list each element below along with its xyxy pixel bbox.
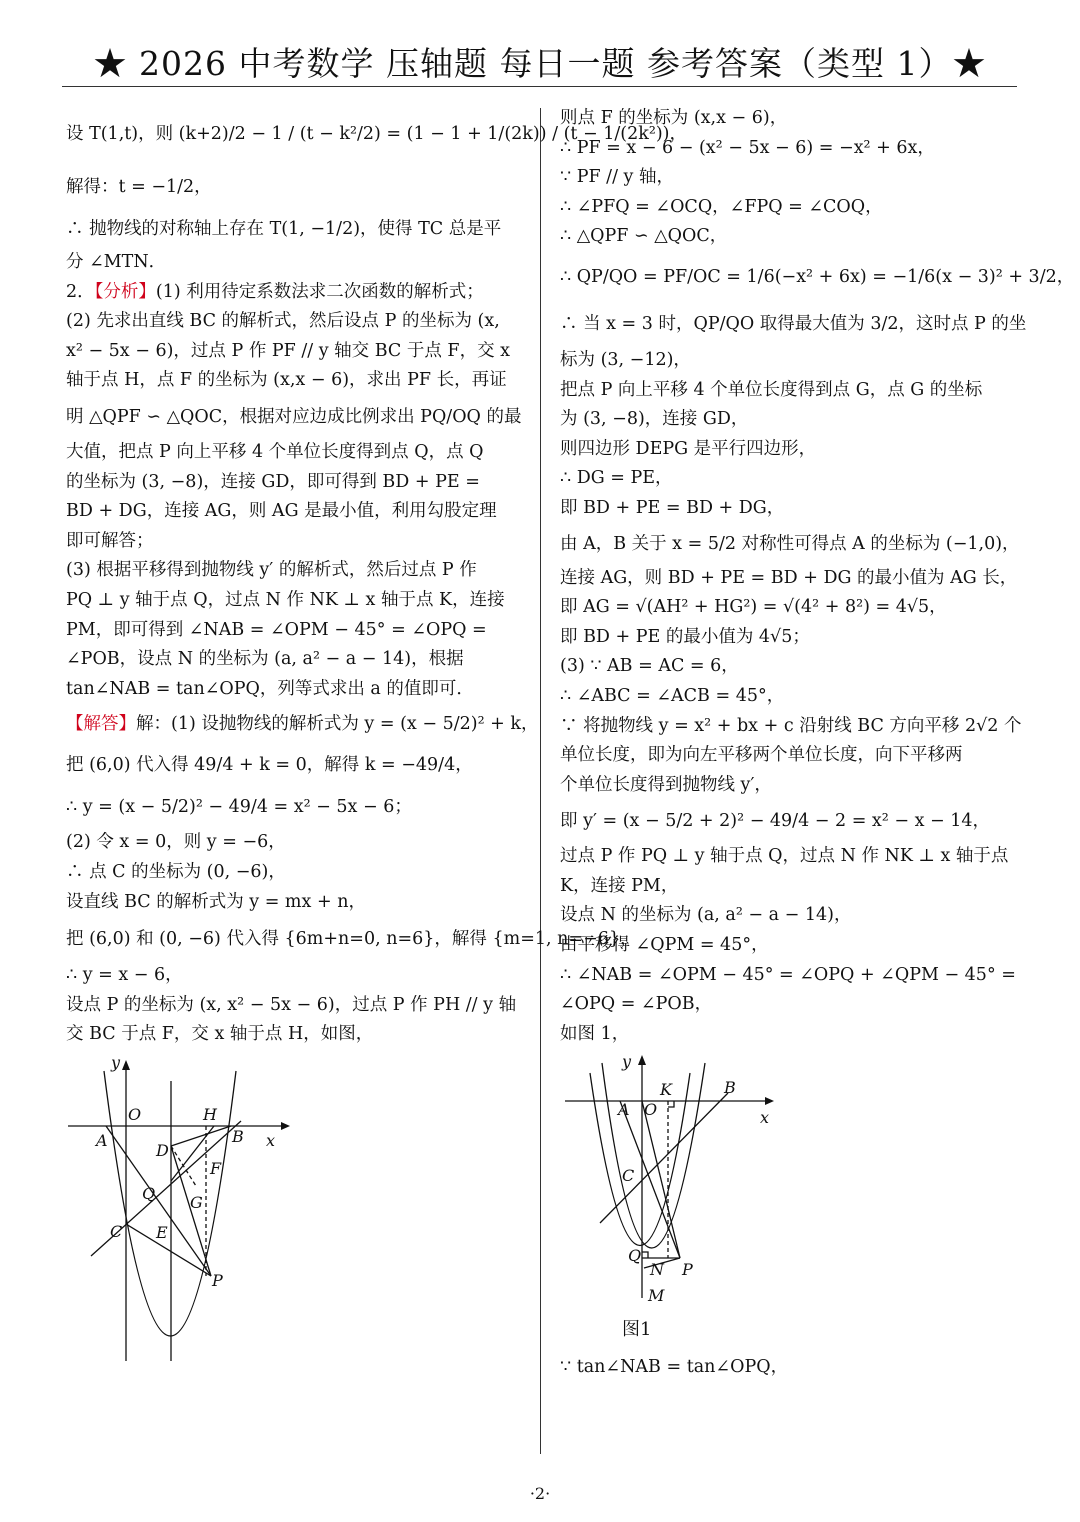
text-line: 由 A，B 关于 x = 5/2 对称性可得点 A 的坐标为 (−1,0)， (560, 533, 1020, 554)
text-line: ∴ ∠NAB = ∠OPM − 45° = ∠OPQ + ∠QPM − 45° = (560, 964, 1016, 985)
parabola-original (602, 1063, 705, 1248)
text-line: 即 BD + PE = BD + DG， (560, 497, 785, 518)
text-line: 为 (3, −8)，连接 GD， (560, 409, 749, 430)
figure-label: y (111, 1055, 121, 1072)
text-line: ∠OPQ = ∠POB， (560, 994, 713, 1015)
figure-label: E (156, 1222, 168, 1242)
text-line: 设 T(1,t)，则 (k+2)/2 − 1 / (t − k²/2) = (1 − 1 + 1/(2k)) / (t − 1/(2k²))， (66, 124, 687, 144)
text-line: 把 (6,0) 代入得 49/4 + k = 0，解得 k = −49/4， (66, 755, 473, 776)
text-line: 即 AG = √(AH² + HG²) = √(4² + 8²) = 4√5， (560, 597, 947, 618)
text-line: ∴ △QPF ∽ △QOC， (560, 226, 728, 247)
text-line: ∴ 抛物线的对称轴上存在 T(1, −1/2)，使得 TC 总是平 (66, 219, 502, 239)
x-axis-arrow (765, 1097, 774, 1105)
text-line: ∴ PF = x − 6 − (x² − 5x − 6) = −x² + 6x， (560, 137, 935, 158)
figure-label: C (110, 1221, 123, 1241)
figure-label: B (232, 1126, 244, 1146)
right-column (560, 104, 1075, 1383)
page-title: ★ 2026 中考数学 压轴题 每日一题 参考答案（类型 1）★ (93, 44, 987, 83)
text-line: (3) 根据平移得到抛物线 y′ 的解析式，然后过点 P 作 (66, 560, 477, 581)
text-line: 单位长度，即为向左平移两个单位长度，向下平移两 (560, 745, 963, 766)
figure-label: A (96, 1130, 108, 1150)
text-line: ∴ 当 x = 3 时，QP/QO 取得最大值为 3/2，这时点 P 的坐 (560, 313, 1027, 334)
text-line: ∴ y = (x − 5/2)² − 49/4 = x² − 5x − 6； (66, 797, 412, 818)
text-line: 个单位长度得到抛物线 y′， (560, 774, 772, 795)
text-line: 即 y′ = (x − 5/2 + 2)² − 49/4 − 2 = x² − x − 14， (560, 811, 991, 832)
text-line: (2) 先求出直线 BC 的解析式，然后设点 P 的坐标为 (x, (66, 311, 500, 332)
header-divider (62, 86, 1017, 87)
text-line: 把点 P 向上平移 4 个单位长度得到点 G，点 G 的坐标 (560, 379, 983, 400)
column-divider (540, 108, 541, 1454)
text-line: 把 (6,0) 和 (0, −6) 代入得 {6m+n=0, n=6}，解得 {m=1, n=−6}， (66, 929, 638, 950)
text-line: 过点 P 作 PQ ⊥ y 轴于点 Q，过点 N 作 NK ⊥ x 轴于点 (560, 846, 1009, 867)
line-op (642, 1101, 680, 1258)
text-line: 即 BD + PE 的最小值为 4√5； (560, 626, 810, 647)
figure-label: O (644, 1100, 658, 1120)
text-line: 分 ∠MTN． (66, 252, 167, 272)
right-angle-mark-k (668, 1101, 674, 1107)
text-line: 交 BC 于点 F，交 x 轴于点 H，如图， (66, 1024, 374, 1045)
text-line: 的坐标为 (3, −8)，连接 GD，即可得到 BD + PE = (66, 471, 480, 492)
text-line: 由平移得 ∠QPM = 45°， (560, 935, 769, 956)
text-line: 【解答】解：(1) 设抛物线的解析式为 y = (x − 5/2)² + k， (66, 714, 539, 735)
text-line: tan∠NAB = tan∠OPQ，列等式求出 a 的值即可． (66, 678, 474, 699)
text-line: ∴ ∠PFQ = ∠OCQ，∠FPQ = ∠COQ， (560, 196, 883, 217)
section-tag: 【解答】 (66, 714, 136, 735)
figure-label: Q (142, 1183, 156, 1203)
right-angle-mark-q (642, 1252, 648, 1258)
figure-label: y (622, 1053, 632, 1072)
text-line: ∴ ∠ABC = ∠ACB = 45°， (560, 685, 785, 706)
text-line: 轴于点 H，点 F 的坐标为 (x,x − 6)，求出 PF 长，再证 (66, 370, 507, 391)
figure-label: C (622, 1166, 635, 1186)
figure-label: H (203, 1104, 217, 1124)
text-line: PQ ⊥ y 轴于点 Q，过点 N 作 NK ⊥ x 轴于点 K，连接 (66, 589, 505, 610)
text-line: PM，即可得到 ∠NAB = ∠OPM − 45° = ∠OPQ = (66, 619, 487, 640)
text-line: ∵ PF // y 轴， (560, 167, 674, 188)
y-axis-arrow (638, 1055, 646, 1065)
figure-label: D (156, 1140, 169, 1160)
figure-label: M (648, 1286, 665, 1306)
text-line: 设点 N 的坐标为 (a, a² − a − 14)， (560, 905, 852, 926)
text-line: 则点 F 的坐标为 (x,x − 6)， (560, 108, 788, 128)
text-line: 设直线 BC 的解析式为 y = mx + n， (66, 891, 366, 912)
figure-caption: 图1 (622, 1319, 652, 1341)
figure-label: A (618, 1100, 630, 1120)
text-line: 大值，把点 P 向上平移 4 个单位长度得到点 Q，点 Q (66, 441, 484, 462)
y-axis-arrow (122, 1060, 130, 1070)
text-line: ∴ y = x − 6， (66, 965, 183, 986)
figure-label: P (212, 1270, 223, 1290)
text-line: ∴ QP/QO = PF/OC = 1/6(−x² + 6x) = −1/6(x − 3)² + 3/2， (560, 266, 1075, 287)
text-line: 连接 AG，则 BD + PE = BD + DG 的最小值为 AG 长， (560, 567, 1018, 588)
text-line: ∴ DG = PE， (560, 468, 673, 489)
text-line: 标为 (3, −12)， (560, 349, 691, 370)
figure-label: B (724, 1078, 736, 1098)
figure-label: P (682, 1260, 693, 1280)
text-line: 则四边形 DEPG 是平行四边形， (560, 438, 817, 459)
figure-label: x (266, 1130, 276, 1150)
text-line: (3) ∵ AB = AC = 6， (560, 656, 739, 677)
text-line: ∵ tan∠NAB = tan∠OPQ， (560, 1357, 789, 1378)
x-axis-arrow (281, 1122, 290, 1130)
text-line: ∴ 点 C 的坐标为 (0, −6)， (66, 861, 286, 882)
figure-label: x (760, 1108, 770, 1128)
text-line: 解得：t = −1/2， (66, 177, 212, 197)
text-line: 即可解答； (66, 530, 154, 551)
line-cp (126, 1224, 211, 1276)
text-line: K，连接 PM， (560, 875, 679, 896)
text-line: ∠POB，设点 N 的坐标为 (a, a² − a − 14)，根据 (66, 649, 464, 670)
figure-label: G (190, 1192, 203, 1212)
text-line: 设点 P 的坐标为 (x, x² − 5x − 6)，过点 P 作 PH // y 轴 (66, 994, 517, 1015)
figure-label: O (128, 1104, 142, 1124)
figure-label: F (210, 1158, 222, 1178)
text-line: BD + DG，连接 AG，则 AG 是最小值，利用勾股定理 (66, 501, 497, 522)
figure-1 (560, 1053, 800, 1353)
figure-label: K (660, 1080, 672, 1100)
text-line: (2) 令 x = 0，则 y = −6， (66, 832, 286, 853)
figure-label: N (650, 1260, 664, 1280)
parabola-shifted (590, 1073, 690, 1246)
text-line: 如图 1， (560, 1023, 630, 1044)
page-number: ·2· (529, 1484, 551, 1503)
figure-parabola-left (66, 1056, 306, 1376)
text-line: 明 △QPF ∽ △QOC，根据对应边成比例求出 PQ/OQ 的最 (66, 406, 522, 427)
text-line: 2．【分析】(1) 利用待定系数法求二次函数的解析式； (66, 281, 484, 302)
figure-label: Q (628, 1246, 642, 1266)
text-line: ∵ 将抛物线 y = x² + bx + c 沿射线 BC 方向平移 2√2 个 (560, 715, 1022, 736)
section-tag: 【分析】 (94, 281, 156, 302)
text-line: x² − 5x − 6)，过点 P 作 PF // y 轴交 BC 于点 F，交 x (66, 340, 511, 361)
